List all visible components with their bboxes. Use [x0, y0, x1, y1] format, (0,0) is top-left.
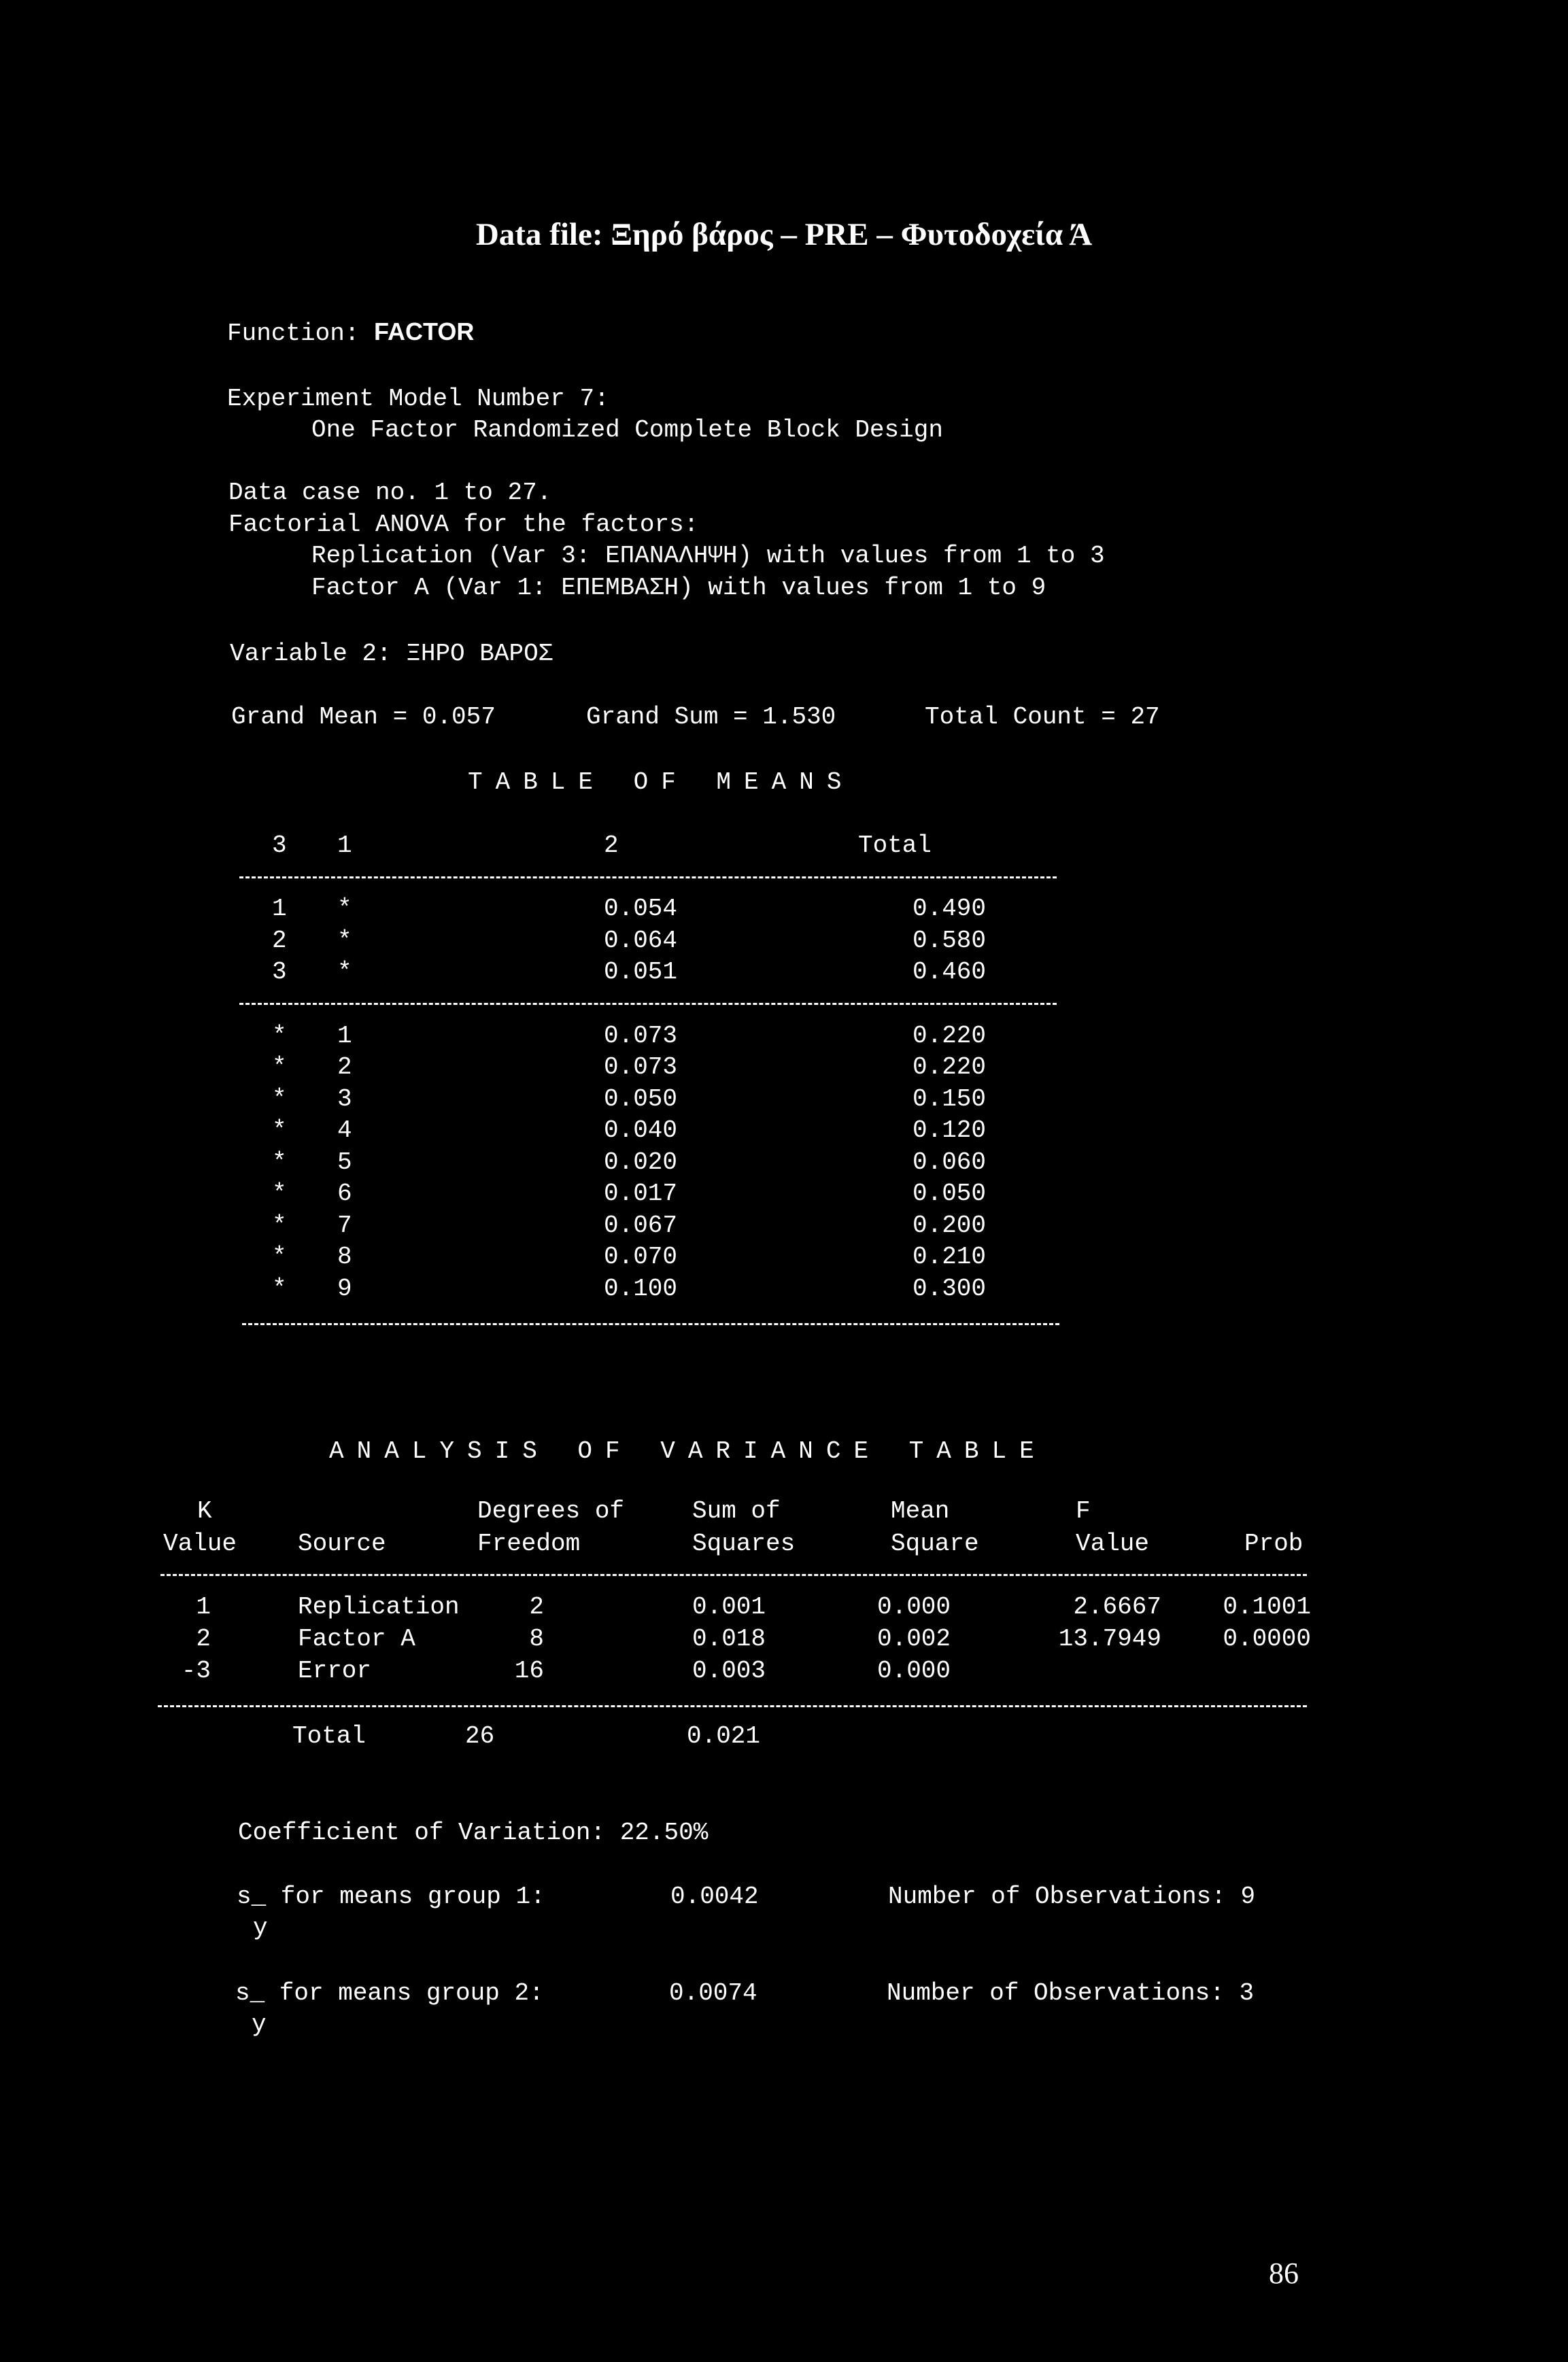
function-label: Function: [227, 320, 360, 347]
factor-line-1: Replication (Var 3: ΕΠΑΝΑΛΗΨΗ) with values from 1 to 3 [311, 542, 1105, 570]
anova-h-f: F [1076, 1497, 1091, 1525]
anova-k: 2 [196, 1625, 211, 1653]
means-separator-2 [239, 1003, 1057, 1005]
row-mean: 0.020 [604, 1148, 678, 1176]
coefficient-of-variation: Coefficient of Variation: 22.50% [238, 1819, 709, 1847]
anova-separator-1 [160, 1574, 1307, 1576]
se-group-2-value: 0.0074 [669, 1979, 757, 2007]
grand-sum: Grand Sum = 1.530 [586, 703, 836, 731]
function-value: FACTOR [374, 318, 475, 345]
row-total: 0.060 [913, 1148, 987, 1176]
se-group-2-obs: Number of Observations: 3 [887, 1979, 1255, 2007]
variable-line: Variable 2: ΞΗΡΟ ΒΑΡΟΣ [230, 640, 553, 668]
anova-ss: 0.003 [692, 1657, 766, 1685]
means-heading: TABLE OF MEANS [468, 768, 855, 796]
anova-k: -3 [181, 1657, 211, 1685]
total-count: Total Count = 27 [925, 703, 1160, 731]
data-case: Data case no. 1 to 27. [228, 479, 552, 507]
row-mean: 0.050 [604, 1085, 678, 1113]
anova-total-df: 26 [465, 1722, 495, 1750]
row-factor: 9 [337, 1275, 352, 1303]
grand-mean: Grand Mean = 0.057 [231, 703, 496, 731]
se-group-1-label: s_ for means group 1: [237, 1883, 545, 1911]
row-factor: 6 [337, 1180, 352, 1208]
row-mean: 0.070 [604, 1243, 678, 1271]
row-mean: 0.051 [604, 958, 678, 986]
row-total: 0.150 [913, 1085, 987, 1113]
means-header-total: Total [858, 832, 932, 859]
row-mean: 0.064 [604, 927, 678, 955]
row-rep: * [272, 1275, 287, 1303]
row-factor: 5 [337, 1148, 352, 1176]
row-mean: 0.073 [604, 1053, 678, 1081]
means-header-rep: 3 [272, 832, 287, 859]
anova-h-df: Degrees of [477, 1497, 625, 1525]
anova-k: 1 [196, 1593, 211, 1621]
row-factor: * [337, 958, 352, 986]
row-mean: 0.067 [604, 1212, 678, 1239]
anova-h-fvalue: Value [1076, 1530, 1150, 1558]
row-rep: * [272, 1022, 287, 1050]
row-total: 0.220 [913, 1022, 987, 1050]
anova-heading: ANALYSIS OF VARIANCE TABLE [329, 1437, 1047, 1465]
anova-ms: 0.000 [877, 1657, 951, 1685]
anova-f: 13.7949 [1058, 1625, 1161, 1653]
row-factor: 3 [337, 1085, 352, 1113]
anova-h-prob: Prob [1244, 1530, 1303, 1558]
anova-h-freedom: Freedom [477, 1530, 581, 1558]
anova-ss: 0.018 [692, 1625, 766, 1653]
anova-prob: 0.1001 [1223, 1593, 1311, 1621]
anova-source: Replication [298, 1593, 460, 1621]
row-total: 0.580 [913, 927, 987, 955]
row-rep: * [272, 1243, 287, 1271]
anova-h-value: Value [163, 1530, 237, 1558]
anova-ms: 0.000 [877, 1593, 951, 1621]
anova-df: 2 [529, 1593, 544, 1621]
means-separator-3 [242, 1323, 1059, 1325]
row-total: 0.460 [913, 958, 987, 986]
row-factor: 2 [337, 1053, 352, 1081]
row-total: 0.200 [913, 1212, 987, 1239]
row-rep: 3 [272, 958, 287, 986]
anova-source: Factor A [298, 1625, 415, 1653]
row-mean: 0.017 [604, 1180, 678, 1208]
means-separator-1 [239, 876, 1057, 878]
row-factor: * [337, 895, 352, 923]
anova-h-ss: Sum of [692, 1497, 781, 1525]
row-total: 0.300 [913, 1275, 987, 1303]
factor-line-2: Factor A (Var 1: ΕΠΕΜΒΑΣΗ) with values from 1 to 9 [311, 574, 1046, 602]
row-rep: * [272, 1053, 287, 1081]
se-group-1-obs: Number of Observations: 9 [888, 1883, 1256, 1911]
anova-h-squares: Squares [692, 1530, 796, 1558]
anova-total-ss: 0.021 [687, 1722, 761, 1750]
se-group-1-sub: y [253, 1914, 268, 1942]
page-number: 86 [1269, 2257, 1299, 2290]
anova-h-ms: Mean [891, 1497, 950, 1525]
row-total: 0.210 [913, 1243, 987, 1271]
anova-df: 16 [514, 1657, 544, 1685]
row-total: 0.220 [913, 1053, 987, 1081]
anova-h-square: Square [891, 1530, 979, 1558]
means-header-mean: 2 [604, 832, 619, 859]
row-factor: * [337, 927, 352, 955]
means-header-factor: 1 [337, 832, 352, 859]
row-factor: 4 [337, 1116, 352, 1144]
row-factor: 1 [337, 1022, 352, 1050]
row-rep: * [272, 1180, 287, 1208]
row-mean: 0.054 [604, 895, 678, 923]
row-mean: 0.073 [604, 1022, 678, 1050]
anova-total-label: Total [292, 1722, 367, 1750]
experiment-model: Experiment Model Number 7: [227, 385, 609, 413]
page-title: Data file: Ξηρό βάρος – PRE – Φυτοδοχεία Ά [475, 217, 1093, 252]
anova-df: 8 [529, 1625, 544, 1653]
row-rep: * [272, 1212, 287, 1239]
row-total: 0.050 [913, 1180, 987, 1208]
design-name: One Factor Randomized Complete Block Design [311, 416, 943, 444]
factorial-anova: Factorial ANOVA for the factors: [228, 511, 699, 538]
anova-h-source: Source [298, 1530, 386, 1558]
se-group-2-label: s_ for means group 2: [235, 1979, 544, 2007]
row-rep: * [272, 1148, 287, 1176]
row-total: 0.120 [913, 1116, 987, 1144]
row-mean: 0.100 [604, 1275, 678, 1303]
row-mean: 0.040 [604, 1116, 678, 1144]
row-total: 0.490 [913, 895, 987, 923]
anova-ms: 0.002 [877, 1625, 951, 1653]
row-rep: 2 [272, 927, 287, 955]
se-group-2-sub: y [252, 2010, 267, 2038]
row-rep: 1 [272, 895, 287, 923]
anova-separator-2 [158, 1705, 1307, 1707]
anova-h-k: K [197, 1497, 212, 1525]
row-rep: * [272, 1085, 287, 1113]
se-group-1-value: 0.0042 [670, 1883, 759, 1911]
row-rep: * [272, 1116, 287, 1144]
function-line [227, 317, 474, 349]
row-factor: 8 [337, 1243, 352, 1271]
anova-source: Error [298, 1657, 372, 1685]
anova-ss: 0.001 [692, 1593, 766, 1621]
anova-f: 2.6667 [1073, 1593, 1161, 1621]
anova-prob: 0.0000 [1223, 1625, 1311, 1653]
row-factor: 7 [337, 1212, 352, 1239]
